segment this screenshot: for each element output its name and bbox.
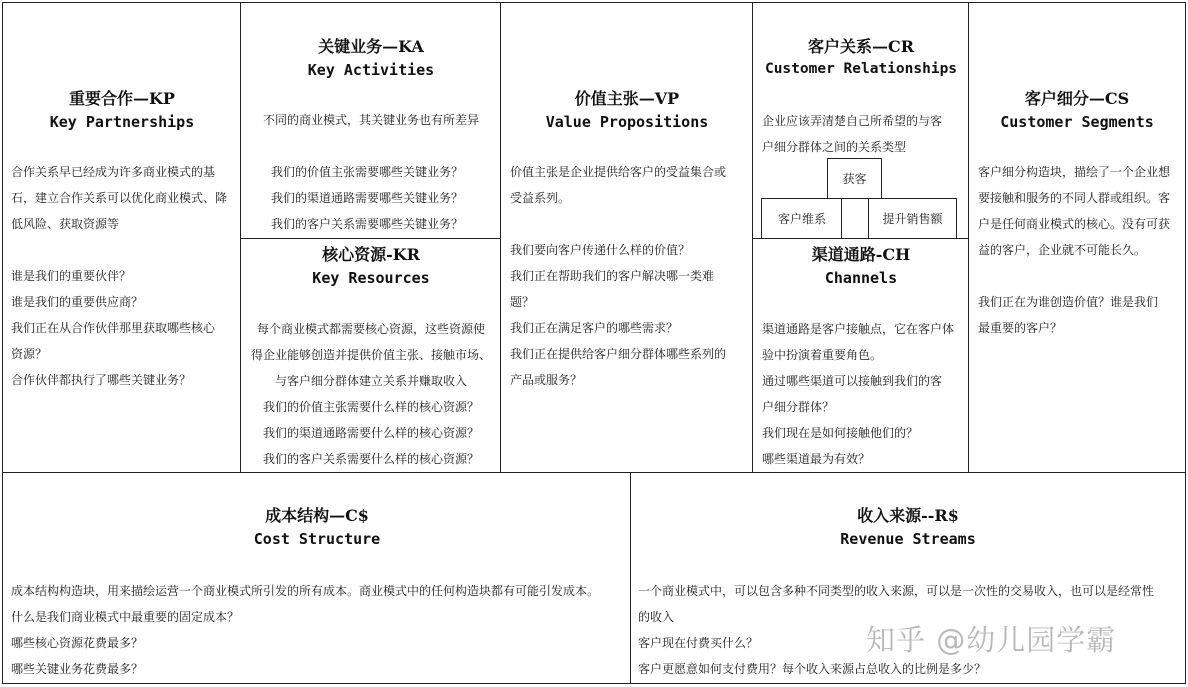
rev-line: 客户更愿意如何支付费用？每个收入来源占总收入的比例是多少？ <box>638 662 987 676</box>
cr-box-retain: 客户维系 <box>761 198 843 239</box>
cr-title-en: Customer Relationships <box>764 61 958 77</box>
rev-title-zh: 收入来源--R$ <box>857 506 959 525</box>
cost-title-zh: 成本结构—C$ <box>265 506 369 525</box>
key-activities-block <box>240 2 502 240</box>
cs-line: 要接触和服务的不同人群或组织。客 <box>978 191 1171 205</box>
cr-title-zh: 客户关系—CR <box>807 37 915 56</box>
kr-line: 我们的客户关系需要什么样的核心资源？ <box>262 452 479 466</box>
cs-line: 户是任何商业模式的核心。没有可获 <box>978 217 1171 231</box>
rev-title-en: Revenue Streams <box>840 530 976 548</box>
kr-line: 得企业能够创造并提供价值主张、接触市场、 <box>250 348 491 362</box>
ch-line: 渠道通路是客户接触点，它在客户体 <box>762 322 955 336</box>
ch-line: 验中扮演着重要角色。 <box>762 348 883 362</box>
kp-line <box>11 237 239 263</box>
watermark: 知乎 @幼儿园学霸 <box>866 623 1117 657</box>
cs-line: 益的客户，企业就不可能长久。 <box>978 243 1147 257</box>
rev-line: 的收入 <box>638 610 675 624</box>
ka-title-zh: 关键业务—KA <box>318 37 424 56</box>
cost-text <box>11 578 631 682</box>
kr-line: 与客户细分群体建立关系并赚取收入 <box>274 374 467 388</box>
kp-line: 低风险、获取资源等 <box>11 217 120 231</box>
cs-line: 客户细分构造块，描绘了一个企业想 <box>978 165 1171 179</box>
ch-line: 我们现在是如何接触他们的？ <box>762 426 919 440</box>
cr-box-acquire: 获客 <box>827 158 882 199</box>
cr-box-upsell: 提升销售额 <box>868 198 957 239</box>
ch-title-zh: 渠道通路-CH <box>811 245 911 264</box>
cs-line <box>978 263 1184 289</box>
ka-questions <box>271 159 499 237</box>
ka-question: 我们的价值主张需要哪些关键业务？ <box>271 165 464 179</box>
channels-block <box>752 238 970 474</box>
ch-line: 通过哪些渠道可以接触到我们的客 <box>762 374 943 388</box>
customer-relationships-block <box>752 2 970 240</box>
kp-text <box>11 159 239 393</box>
kp-line: 石，建立合作关系可以优化商业模式、降 <box>11 191 228 205</box>
ka-intro: 不同的商业模式，其关键业务也有所差异 <box>262 113 479 127</box>
kp-line: 合作伙伴都执行了哪些关键业务？ <box>11 373 192 387</box>
cost-structure-block <box>2 472 632 684</box>
cost-line: 什么是我们商业模式中最重要的固定成本？ <box>11 610 240 624</box>
cr-box-divider <box>841 198 870 239</box>
kp-line: 合作关系早已经成为许多商业模式的基 <box>11 165 216 179</box>
ka-question: 我们的客户关系需要哪些关键业务？ <box>271 217 464 231</box>
vp-text <box>510 159 750 393</box>
vp-line: 受益系列。 <box>510 191 571 205</box>
cost-line: 哪些关键业务花费最多？ <box>11 662 144 676</box>
vp-title-zh: 价值主张—VP <box>574 89 680 108</box>
rev-line: 一个商业模式中，可以包含多种不同类型的收入来源，可以是一次性的交易收入，也可以是经常性 <box>638 584 1155 598</box>
key-partnerships-block <box>2 2 242 474</box>
cs-title-en: Customer Segments <box>1000 113 1154 131</box>
kp-title-en: Key Partnerships <box>49 113 195 131</box>
vp-line: 我们正在帮助我们的客户解决哪一类难 <box>510 269 715 283</box>
kp-line: 我们正在从合作伙伴那里获取哪些核心 <box>11 321 216 335</box>
kp-line: 资源？ <box>11 347 48 361</box>
vp-line: 我们正在提供给客户细分群体哪些系列的 <box>510 347 727 361</box>
cost-title-en: Cost Structure <box>253 530 381 548</box>
vp-line: 我们正在满足客户的哪些需求？ <box>510 321 679 335</box>
value-propositions-block <box>500 2 754 474</box>
customer-segments-block <box>968 2 1186 474</box>
key-resources-block <box>240 238 502 474</box>
vp-line: 题？ <box>510 295 535 309</box>
ch-title-en: Channels <box>824 269 898 287</box>
vp-line: 我们要向客户传递什么样的价值？ <box>510 243 691 257</box>
cr-line: 企业应该弄清楚自己所希望的与客 <box>762 114 943 128</box>
cost-line: 哪些核心资源花费最多？ <box>11 636 144 650</box>
ch-text <box>762 316 968 472</box>
cs-title-zh: 客户细分—CS <box>1024 89 1130 108</box>
ka-question: 我们的渠道通路需要哪些关键业务？ <box>271 191 464 205</box>
vp-line: 价值主张是企业提供给客户的受益集合或 <box>510 165 727 179</box>
kp-line: 谁是我们的重要伙伴？ <box>11 269 132 283</box>
kr-title-en: Key Resources <box>312 269 430 287</box>
vp-title-en: Value Propositions <box>545 113 709 131</box>
cr-text <box>762 108 968 160</box>
rev-line: 客户现在付费买什么？ <box>638 636 759 650</box>
kr-line: 我们的渠道通路需要什么样的核心资源？ <box>262 426 479 440</box>
ch-line: 户细分群体？ <box>762 400 835 414</box>
cr-line: 户细分群体之间的关系类型 <box>762 140 907 154</box>
kr-title-zh: 核心资源-KR <box>322 245 420 264</box>
kp-line: 谁是我们的重要供应商？ <box>11 295 144 309</box>
kr-line: 每个商业模式都需要核心资源，这些资源使 <box>256 322 485 336</box>
kr-line: 我们的价值主张需要什么样的核心资源？ <box>262 400 479 414</box>
ka-title-en: Key Activities <box>307 61 435 79</box>
cs-line: 最重要的客户？ <box>978 321 1063 335</box>
kr-text <box>241 316 501 472</box>
vp-line: 产品或服务？ <box>510 373 583 387</box>
cs-line: 我们正在为谁创造价值？谁是我们 <box>978 295 1159 309</box>
ch-line: 哪些渠道最为有效？ <box>762 452 871 466</box>
vp-line <box>510 211 750 237</box>
cs-text <box>978 159 1184 341</box>
kp-title-zh: 重要合作—KP <box>69 89 175 108</box>
cost-line: 成本结构构造块，用来描绘运营一个商业模式所引发的所有成本。商业模式中的任何构造块都有可能引发成本。 <box>11 584 600 598</box>
